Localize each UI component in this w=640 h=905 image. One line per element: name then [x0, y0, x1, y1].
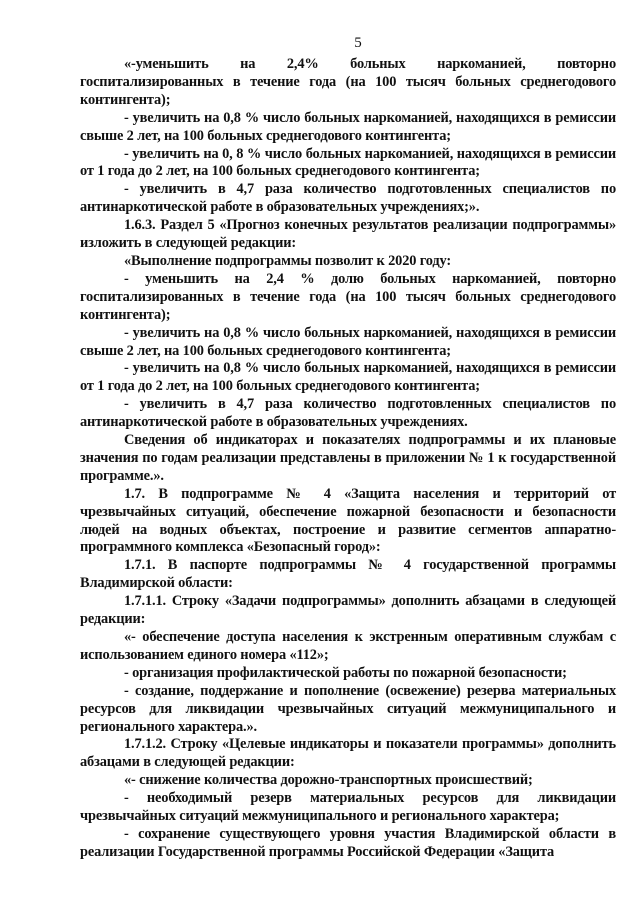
paragraph: «-уменьшить на 2,4% больных наркоманией, повторно госпитализированных в течение года (на 100 тысяч больных среднегодового контингента);: [80, 56, 616, 108]
paragraph: - создание, поддержание и пополнение (освежение) резерва материальных ресурсов для ликвидации чрезвычайных ситуаций межмуниципального и регионального характера.».: [80, 682, 616, 735]
paragraph: 1.7.1.2. Строку «Целевые индикаторы и показатели программы» дополнить абзацами в следующей редакции:: [80, 736, 616, 771]
paragraph: - увеличить на 0,8 % число больных наркоманией, находящихся в ремиссии свыше 2 лет, на 100 больных среднегодового контингента;: [80, 324, 616, 359]
paragraph: - увеличить на 0, 8 % число больных наркоманией, находящихся в ремиссии от 1 года до 2 лет, на 100 больных среднегодового контингента;: [80, 145, 616, 180]
paragraph: - увеличить в 4,7 раза количество подготовленных специалистов по антинаркотической работе в образовательных учреждениях;».: [80, 181, 616, 216]
paragraph: «- снижение количества дорожно-транспортных происшествий;: [124, 772, 533, 789]
paragraph: 1.7.1.1. Строку «Задачи подпрограммы» дополнить абзацами в следующей редакции:: [80, 593, 616, 628]
paragraph: 1.7.1. В паспорте подпрограммы № 4 государственной программы Владимирской области:: [80, 557, 616, 592]
paragraph: - организация профилактической работы по пожарной безопасности;: [124, 664, 567, 681]
paragraph: - необходимый резерв материальных ресурсов для ликвидации чрезвычайных ситуаций межмуниципального и регионального характера;: [80, 790, 616, 825]
page-number: 5: [354, 35, 362, 51]
paragraph: 1.6.3. Раздел 5 «Прогноз конечных результатов реализации подпрограммы» изложить в следующей редакции:: [80, 217, 616, 252]
paragraph: - увеличить на 0,8 % число больных наркоманией, находящихся в ремиссии свыше 2 лет, на 100 больных среднегодового контингента;: [80, 109, 616, 144]
paragraph: Сведения об индикаторах и показателях подпрограммы и их плановые значения по годам реализации представлены в приложении № 1 к государственной программе.».: [80, 432, 616, 484]
paragraph: 1.7. В подпрограмме № 4 «Защита населения и территорий от чрезвычайных ситуаций, обеспечение пожарной безопасности и безопасности людей на водных объектах, построение и развитие сегментов аппаратно-программного комплекса «Безопасный город»:: [80, 485, 616, 556]
paragraph: - увеличить на 0,8 % число больных наркоманией, находящихся в ремиссии от 1 года до 2 лет, на 100 больных среднегодового контингента;: [80, 360, 616, 395]
paragraph: - сохранение существующего уровня участия Владимирской области в реализации Государственной программы Российской Федерации «Защита: [80, 825, 616, 860]
paragraph: - увеличить в 4,7 раза количество подготовленных специалистов по антинаркотической работе в образовательных учреждениях.: [80, 396, 616, 431]
paragraph: «Выполнение подпрограммы позволит к 2020 году:: [124, 252, 452, 269]
paragraph: «- обеспечение доступа населения к экстренным оперативным службам с использованием единого номера «112»;: [80, 629, 616, 663]
paragraph: - уменьшить на 2,4 % долю больных наркоманией, повторно госпитализированных в течение года (на 100 тысяч больных среднегодового контингента);: [80, 270, 616, 323]
